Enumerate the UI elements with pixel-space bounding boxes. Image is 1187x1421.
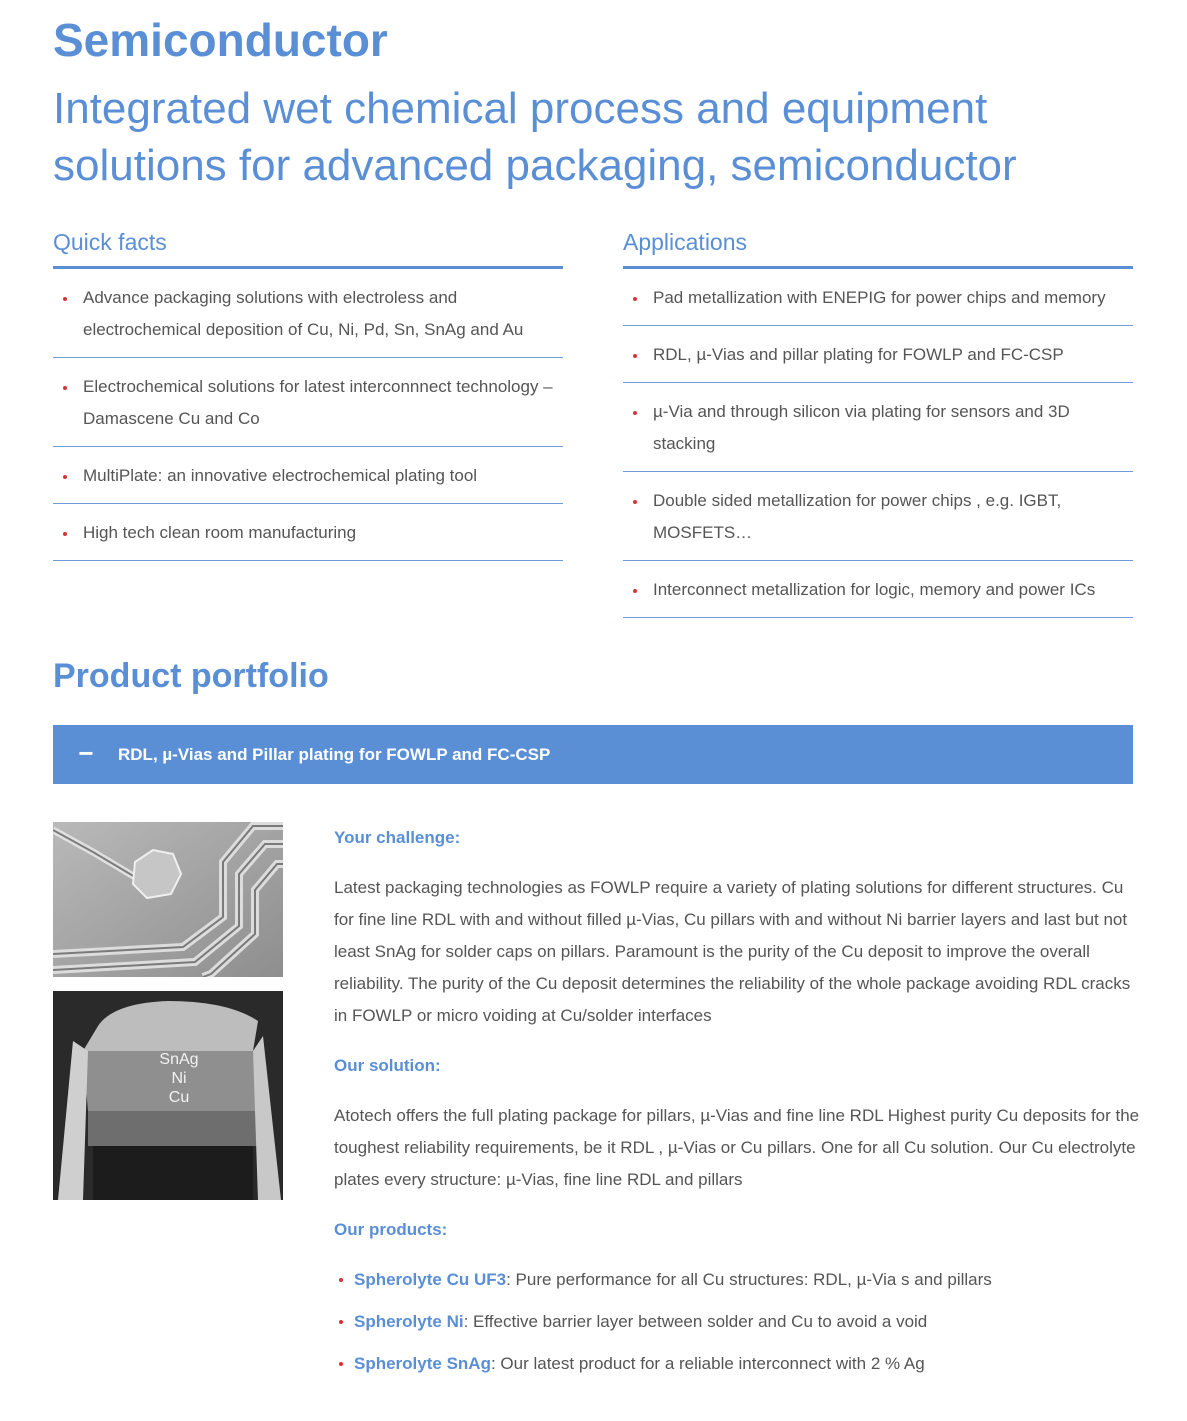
quick-facts-section	[53, 226, 563, 561]
page-subtitle: Integrated wet chemical process and equipment solutions for advanced packaging, semiconductor	[53, 84, 1017, 190]
quick-facts-list	[53, 269, 563, 561]
solution-text: Atotech offers the full plating package for pillars, µ-Vias and fine line RDL Highest purity Cu deposits for the toughest reliability requirements, be it RDL , µ-Vias or Cu pillars. One for all Cu solution. Our Cu electrolyte plates every structure: µ-Vias, fine line RDL and pillars	[334, 1106, 1140, 1189]
accordion-header-rdl[interactable]	[53, 725, 1133, 784]
list-item-text: Advance packaging solutions with electroless and electrochemical deposition of Cu, Ni, Pd, Sn, SnAg and Au	[83, 288, 524, 339]
pillar-crosssection-image	[53, 991, 283, 1200]
challenge-text: Latest packaging technologies as FOWLP require a variety of plating solutions for different structures. Cu for fine line RDL with and without filled µ-Vias, Cu pillars with and without Ni barrier layers and last but not least SnAg for solder caps on pillars. Paramount is the purity of the Cu deposit to improve the overall reliability. The purity of the Cu deposit determines the reliability of the whole package avoiding RDL cracks in FOWLP or micro voiding at Cu/solder interfaces	[334, 878, 1131, 1025]
list-item-text: High tech clean room manufacturing	[83, 523, 357, 542]
product-link-cu-uf3[interactable]: Spherolyte Cu UF3	[354, 1270, 507, 1289]
challenge-heading: Your challenge:	[334, 828, 461, 847]
list-item	[334, 1306, 1144, 1338]
list-item-text: Pad metallization with ENEPIG for power chips and memory	[653, 288, 1106, 307]
list-item-text: RDL, µ-Vias and pillar plating for FOWLP and FC-CSP	[653, 345, 1064, 364]
page-title: Semiconductor	[53, 14, 388, 66]
bullet-icon	[63, 297, 67, 301]
products-list	[334, 1264, 1144, 1380]
product-portfolio-heading: Product portfolio	[53, 657, 329, 695]
bullet-icon	[63, 532, 67, 536]
accordion-content	[334, 822, 1144, 1380]
product-description: : Effective barrier layer between solder and Cu to avoid a void	[463, 1312, 928, 1331]
bullet-icon	[633, 354, 637, 358]
collapse-icon[interactable]: −	[78, 738, 94, 768]
list-item	[623, 269, 1133, 326]
list-item	[53, 269, 563, 358]
bullet-icon	[63, 386, 67, 390]
list-item	[334, 1264, 1144, 1296]
solution-heading: Our solution:	[334, 1056, 441, 1075]
accordion-title[interactable]: RDL, µ-Vias and Pillar plating for FOWLP and FC-CSP	[118, 745, 551, 764]
bullet-icon	[633, 411, 637, 415]
rdl-micrograph-image	[53, 822, 283, 977]
list-item-text: µ-Via and through silicon via plating for sensors and 3D stacking	[653, 402, 1070, 453]
list-item	[53, 504, 563, 561]
bullet-icon	[339, 1278, 343, 1282]
bullet-icon	[339, 1320, 343, 1324]
list-item-text: Electrochemical solutions for latest interconnnect technology – Damascene Cu and Co	[83, 377, 553, 428]
list-item	[623, 383, 1133, 472]
product-link-ni[interactable]: Spherolyte Ni	[354, 1312, 464, 1331]
cu-label: Cu	[168, 1089, 190, 1106]
ni-label: Ni	[171, 1070, 187, 1087]
applications-section	[623, 226, 1133, 618]
product-description: : Our latest product for a reliable interconnect with 2 % Ag	[490, 1354, 925, 1373]
list-item	[334, 1348, 1144, 1380]
applications-heading: Applications	[623, 226, 1133, 269]
applications-list	[623, 269, 1133, 618]
list-item	[53, 358, 563, 447]
list-item-text: Double sided metallization for power chips , e.g. IGBT, MOSFETS…	[653, 491, 1062, 542]
list-item	[53, 447, 563, 504]
product-link-snag[interactable]: Spherolyte SnAg	[354, 1354, 491, 1373]
list-item	[623, 326, 1133, 383]
product-description: : Pure performance for all Cu structures: RDL, µ-Via s and pillars	[506, 1270, 992, 1289]
snag-label: SnAg	[159, 1051, 199, 1068]
list-item	[623, 472, 1133, 561]
bullet-icon	[633, 589, 637, 593]
quick-facts-heading: Quick facts	[53, 226, 563, 269]
list-item-text: Interconnect metallization for logic, memory and power ICs	[653, 580, 1096, 599]
list-item-text: MultiPlate: an innovative electrochemical plating tool	[83, 466, 478, 485]
rdl-micrograph-graphic	[53, 822, 283, 977]
products-heading: Our products:	[334, 1220, 448, 1239]
bullet-icon	[63, 475, 67, 479]
list-item	[623, 561, 1133, 618]
bullet-icon	[339, 1362, 343, 1366]
bullet-icon	[633, 297, 637, 301]
bullet-icon	[633, 500, 637, 504]
